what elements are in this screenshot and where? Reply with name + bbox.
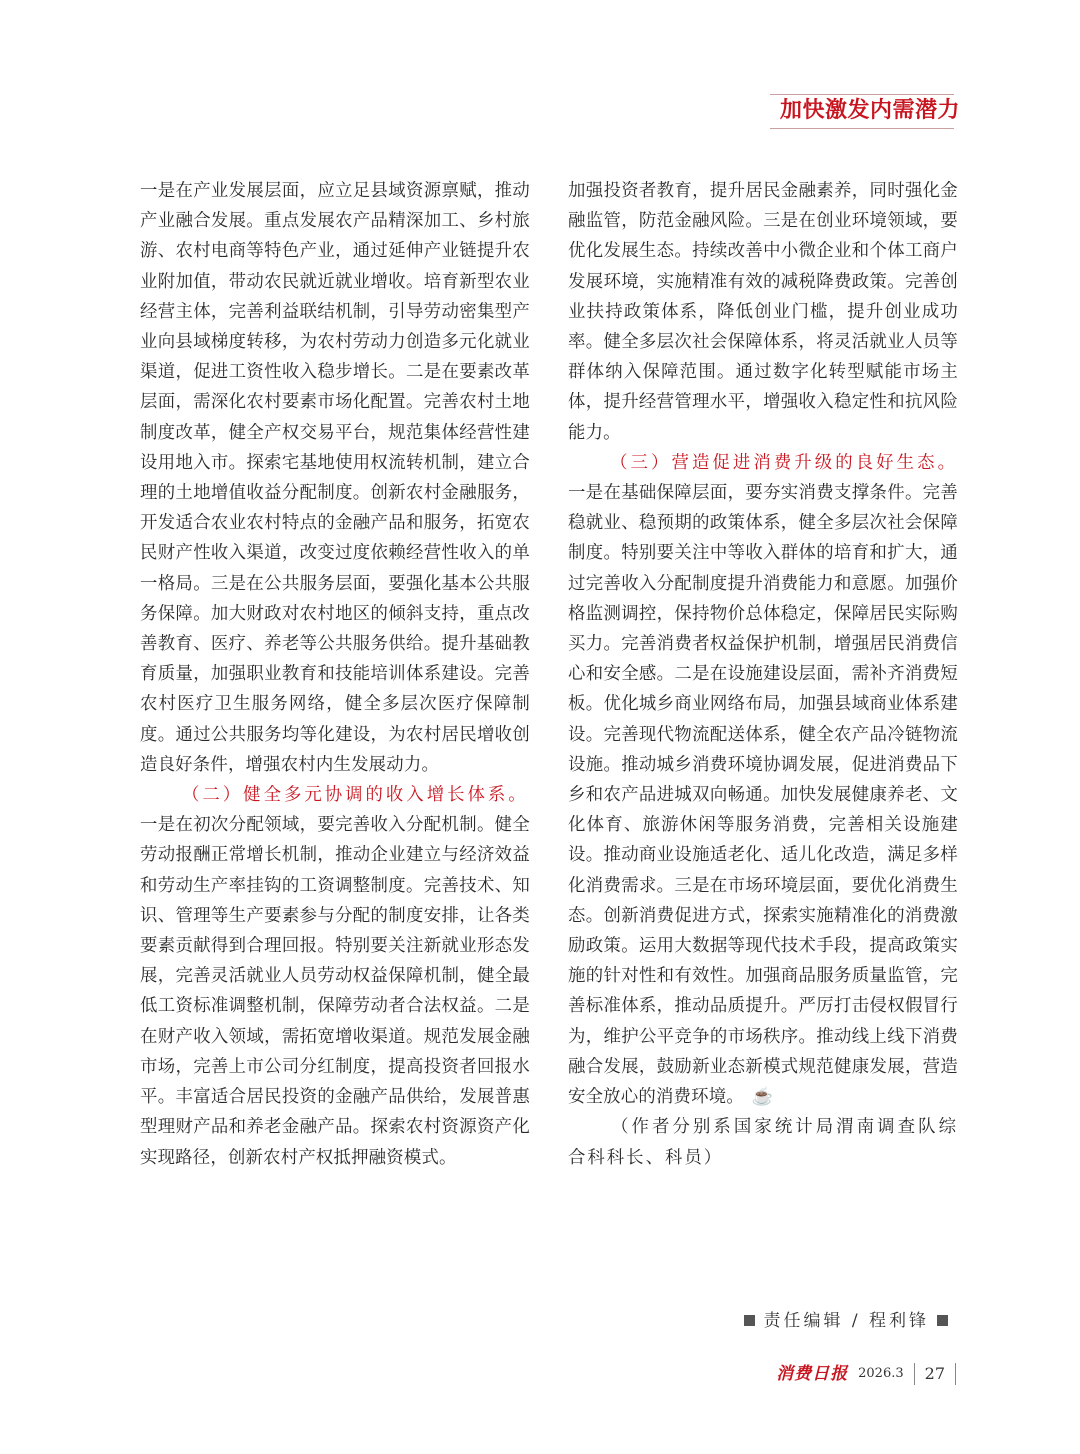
paragraph: 加强投资者教育，提升居民金融素养，同时强化金融监管，防范金融风险。三是在创业环境领域，要优化发展生态。持续改善中小微企业和个体工商户发展环境，实施精准有效的减税降费政策。完善创业扶持政策体系，降低创业门槛，提升创业成功率。健全多层次社会保障体系，将灵活就业人员等群体纳入保障范围。通过数字化转型赋能市场主体，提升经营管理水平，增强收入稳定性和抗风险能力。 <box>568 181 958 443</box>
subheading-paragraph <box>568 448 958 1112</box>
paragraph: 一是在初次分配领域，要完善收入分配机制。健全劳动报酬正常增长机制，推动企业建立与经济效益和劳动生产率挂钩的工资调整制度。完善技术、知识、管理等生产要素参与分配的制度安排，让各类要素贡献得到合理回报。特别要关注新就业形态发展，完善灵活就业人员劳动权益保障机制，健全最低工资标准调整机制，保障劳动者合法权益。二是在财产收入领域，需拓宽增收渠道。规范发展金融市场，完善上市公司分红制度，提高投资者回报水平。丰富适合居民投资的金融产品供给，发展普惠型理财产品和养老金融产品。探索农村资源资产化实现路径，创新农村产权抵押融资模式。 <box>140 815 530 1168</box>
issue-number: 2026.3 <box>858 1366 904 1381</box>
subheading-paragraph <box>140 780 530 810</box>
left-column <box>140 176 530 1173</box>
section-title: 加快激发内需潜力 <box>779 98 960 123</box>
publication-logo: 消费日报 <box>776 1364 849 1384</box>
author-note-paragraph <box>568 1112 958 1172</box>
header-rule-bottom <box>770 128 954 129</box>
subheading: （三）营造促进消费升级的良好生态。 <box>610 452 958 473</box>
square-bullet-icon <box>744 1315 755 1326</box>
editor-credit <box>736 1308 956 1334</box>
right-column <box>568 176 958 1173</box>
subheading: （二）健全多元协调的收入增长体系。 <box>182 785 529 806</box>
page-footer <box>776 1360 956 1388</box>
footer-divider <box>914 1363 915 1385</box>
paragraph: 一是在产业发展层面，应立足县域资源禀赋，推动产业融合发展。重点发展农产品精深加工、乡村旅游、农村电商等特色产业，通过延伸产业链提升农业附加值，带动农民就近就业增收。培育新型农业经营主体，完善利益联结机制，引导劳动密集型产业向县域梯度转移，为农村劳动力创造多元化就业渠道，促进工资性收入稳步增长。二是在要素改革层面，需深化农村要素市场化配置。完善农村土地制度改革，健全产权交易平台，规范集体经营性建设用地入市。探索宅基地使用权流转机制，建立合理的土地增值收益分配制度。创新农村金融服务，开发适合农业农村特点的金融产品和服务，拓宽农民财产性收入渠道，改变过度依赖经营性收入的单一格局。三是在公共服务层面，要强化基本公共服务保障。加大财政对农村地区的倾斜支持，重点改善教育、医疗、养老等公共服务供给。提升基础教育质量，加强职业教育和技能培训体系建设。完善农村医疗卫生服务网络，健全多层次医疗保障制度。通过公共服务均等化建设，为农村居民增收创造良好条件，增强农村内生发展动力。 <box>140 181 530 775</box>
footer-divider <box>955 1363 956 1385</box>
square-bullet-icon <box>937 1315 948 1326</box>
editor-text: 责任编辑 / 程利锋 <box>763 1311 929 1331</box>
author-note: （作者分别系国家统计局渭南调查队综合科科长、科员） <box>568 1117 958 1168</box>
page-number: 27 <box>924 1364 945 1383</box>
coffee-cup-icon: ☕ <box>751 1087 774 1108</box>
paragraph: 一是在基础保障层面，要夯实消费支撑条件。完善稳就业、稳预期的政策体系，健全多层次社会保障制度。特别要关注中等收入群体的培育和扩大，通过完善收入分配制度提升消费能力和意愿。加强价格监测调控，保持物价总体稳定，保障居民实际购买力。完善消费者权益保护机制，增强居民消费信心和安全感。二是在设施建设层面，需补齐消费短板。优化城乡商业网络布局，加强县域商业体系建设。完善现代物流配送体系，健全农产品冷链物流设施。推动城乡消费环境协调发展，促进消费品下乡和农产品进城双向畅通。加快发展健康养老、文化体育、旅游休闲等服务消费，完善相关设施建设。推动商业设施适老化、适儿化改造，满足多样化消费需求。三是在市场环境层面，要优化消费生态。创新消费促进方式，探索实施精准化的消费激励政策。运用大数据等现代技术手段，提高政策实施的针对性和有效性。加强商品服务质量监管，完善标准体系，推动品质提升。严厉打击侵权假冒行为，维护公平竞争的市场秩序。推动线上线下消费融合发展，鼓励新业态新模式规范健康发展，营造安全放心的消费环境。 <box>568 483 958 1108</box>
